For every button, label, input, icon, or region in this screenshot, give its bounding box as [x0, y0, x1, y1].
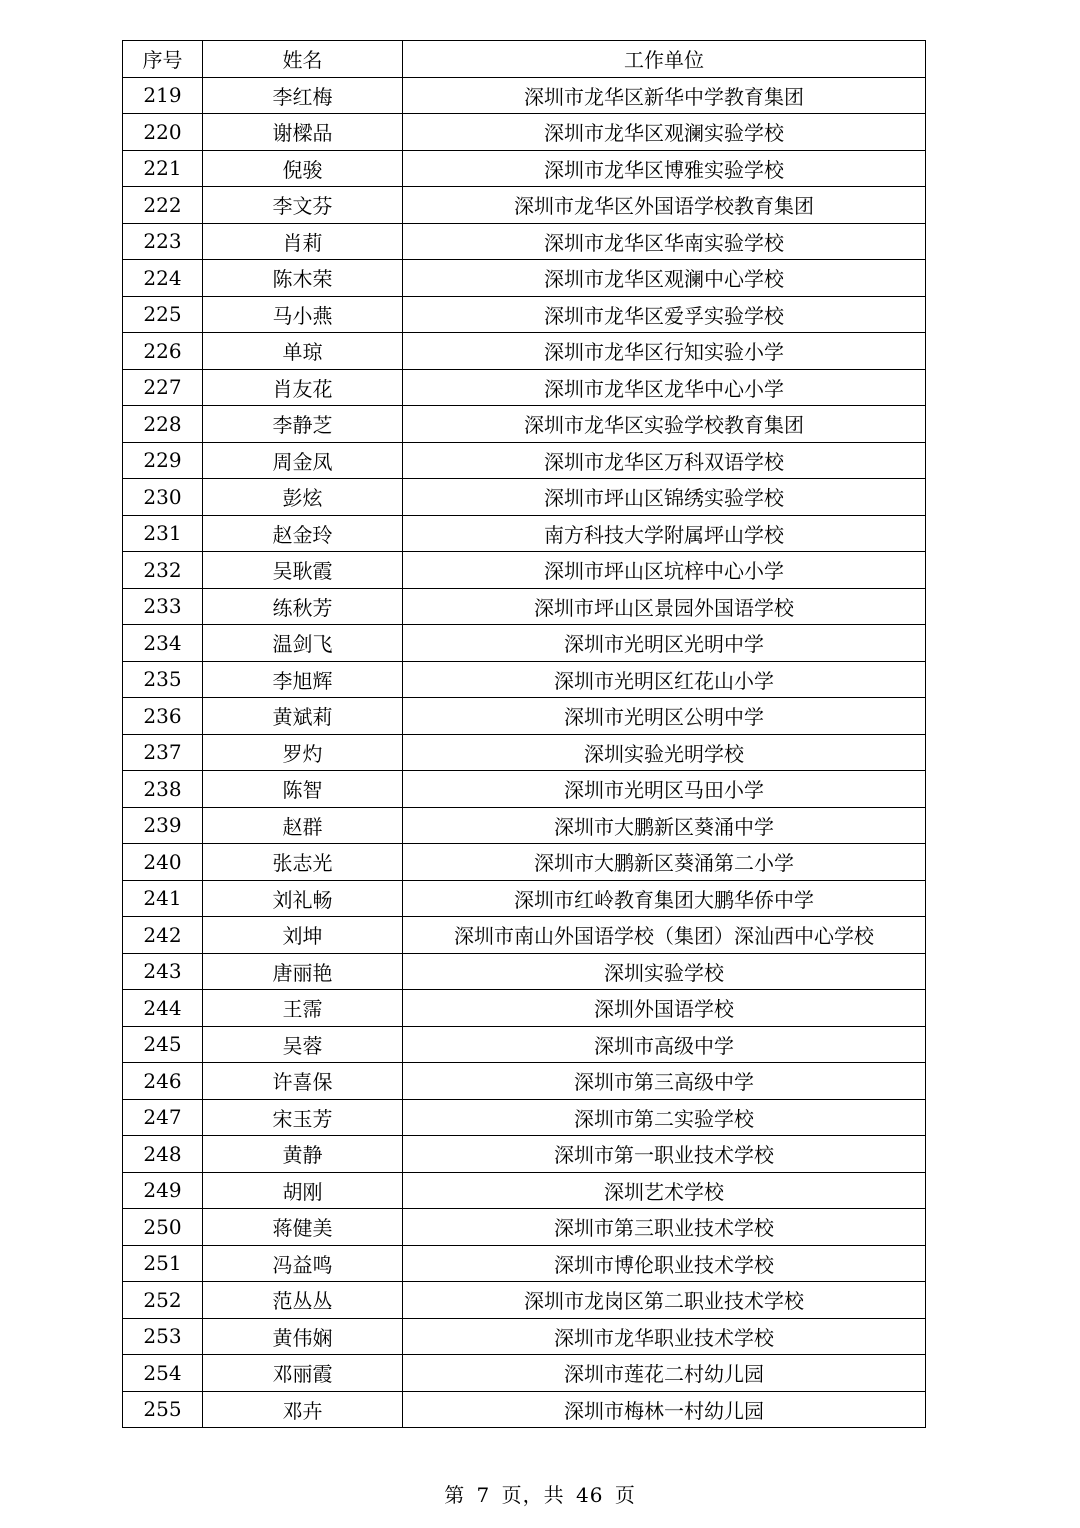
- cell-work-unit: 深圳市龙华职业技术学校: [403, 1318, 926, 1355]
- cell-work-unit: 深圳市龙华区行知实验小学: [403, 333, 926, 370]
- cell-name: 胡刚: [203, 1172, 403, 1209]
- header-work-unit: 工作单位: [403, 41, 926, 78]
- table-row: [123, 807, 926, 844]
- cell-work-unit: 深圳市光明区马田小学: [403, 771, 926, 808]
- cell-serial-number: 246: [123, 1063, 203, 1100]
- cell-name: 吴耿霞: [203, 552, 403, 589]
- table-row: [123, 880, 926, 917]
- table-row: [123, 369, 926, 406]
- cell-name: 邓卉: [203, 1391, 403, 1428]
- cell-work-unit: 深圳艺术学校: [403, 1172, 926, 1209]
- cell-work-unit: 深圳市南山外国语学校（集团）深汕西中心学校: [403, 917, 926, 954]
- table-row: [123, 442, 926, 479]
- cell-name: 周金凤: [203, 442, 403, 479]
- table-row: [123, 953, 926, 990]
- cell-work-unit: 深圳市大鹏新区葵涌第二小学: [403, 844, 926, 881]
- cell-serial-number: 224: [123, 260, 203, 297]
- cell-serial-number: 247: [123, 1099, 203, 1136]
- cell-serial-number: 229: [123, 442, 203, 479]
- cell-name: 刘礼畅: [203, 880, 403, 917]
- cell-work-unit: 深圳市龙华区华南实验学校: [403, 223, 926, 260]
- cell-name: 马小燕: [203, 296, 403, 333]
- cell-name: 陈智: [203, 771, 403, 808]
- table-row: [123, 990, 926, 1027]
- table-row: [123, 1318, 926, 1355]
- cell-name: 宋玉芳: [203, 1099, 403, 1136]
- cell-name: 单琼: [203, 333, 403, 370]
- cell-work-unit: 深圳市龙华区观澜实验学校: [403, 114, 926, 151]
- cell-work-unit: 深圳市光明区光明中学: [403, 625, 926, 662]
- cell-name: 温剑飞: [203, 625, 403, 662]
- cell-serial-number: 225: [123, 296, 203, 333]
- cell-name: 肖莉: [203, 223, 403, 260]
- cell-name: 吴蓉: [203, 1026, 403, 1063]
- cell-name: 王霈: [203, 990, 403, 1027]
- table-row: [123, 698, 926, 735]
- table-row: [123, 917, 926, 954]
- cell-work-unit: 深圳市光明区公明中学: [403, 698, 926, 735]
- cell-name: 练秋芳: [203, 588, 403, 625]
- cell-serial-number: 240: [123, 844, 203, 881]
- cell-serial-number: 219: [123, 77, 203, 114]
- table-row: [123, 1245, 926, 1282]
- header-name: 姓名: [203, 41, 403, 78]
- cell-name: 邓丽霞: [203, 1355, 403, 1392]
- cell-work-unit: 南方科技大学附属坪山学校: [403, 515, 926, 552]
- cell-work-unit: 深圳市龙华区实验学校教育集团: [403, 406, 926, 443]
- cell-serial-number: 254: [123, 1355, 203, 1392]
- cell-serial-number: 242: [123, 917, 203, 954]
- cell-serial-number: 236: [123, 698, 203, 735]
- cell-serial-number: 241: [123, 880, 203, 917]
- cell-work-unit: 深圳市坪山区景园外国语学校: [403, 588, 926, 625]
- cell-serial-number: 232: [123, 552, 203, 589]
- cell-serial-number: 234: [123, 625, 203, 662]
- cell-name: 陈木荣: [203, 260, 403, 297]
- table-row: [123, 515, 926, 552]
- cell-name: 肖友花: [203, 369, 403, 406]
- cell-name: 李红梅: [203, 77, 403, 114]
- cell-work-unit: 深圳市第三职业技术学校: [403, 1209, 926, 1246]
- table-row: [123, 625, 926, 662]
- cell-work-unit: 深圳市第二实验学校: [403, 1099, 926, 1136]
- cell-work-unit: 深圳市博伦职业技术学校: [403, 1245, 926, 1282]
- table-row: [123, 1172, 926, 1209]
- cell-name: 赵群: [203, 807, 403, 844]
- cell-name: 李旭辉: [203, 661, 403, 698]
- cell-serial-number: 244: [123, 990, 203, 1027]
- table-row: [123, 734, 926, 771]
- table-row: [123, 1209, 926, 1246]
- cell-work-unit: 深圳市第一职业技术学校: [403, 1136, 926, 1173]
- cell-serial-number: 239: [123, 807, 203, 844]
- table-row: [123, 1136, 926, 1173]
- table-row: [123, 296, 926, 333]
- cell-serial-number: 223: [123, 223, 203, 260]
- cell-work-unit: 深圳市大鹏新区葵涌中学: [403, 807, 926, 844]
- cell-work-unit: 深圳市龙岗区第二职业技术学校: [403, 1282, 926, 1319]
- cell-name: 李静芝: [203, 406, 403, 443]
- cell-name: 李文芬: [203, 187, 403, 224]
- cell-work-unit: 深圳市高级中学: [403, 1026, 926, 1063]
- roster-table: [122, 40, 926, 1428]
- table-row: [123, 1391, 926, 1428]
- cell-name: 刘坤: [203, 917, 403, 954]
- cell-serial-number: 237: [123, 734, 203, 771]
- cell-work-unit: 深圳市坪山区锦绣实验学校: [403, 479, 926, 516]
- cell-serial-number: 227: [123, 369, 203, 406]
- header-serial-number: 序号: [123, 41, 203, 78]
- footer-total-pages: 46: [576, 1483, 604, 1507]
- cell-serial-number: 255: [123, 1391, 203, 1428]
- cell-serial-number: 238: [123, 771, 203, 808]
- footer-suffix: 页: [614, 1483, 636, 1507]
- table-row: [123, 1355, 926, 1392]
- table-row: [123, 771, 926, 808]
- cell-name: 范丛丛: [203, 1282, 403, 1319]
- table-row: [123, 187, 926, 224]
- table-row: [123, 223, 926, 260]
- table-row: [123, 77, 926, 114]
- cell-serial-number: 252: [123, 1282, 203, 1319]
- cell-serial-number: 228: [123, 406, 203, 443]
- cell-serial-number: 251: [123, 1245, 203, 1282]
- cell-work-unit: 深圳市龙华区龙华中心小学: [403, 369, 926, 406]
- footer-page-number: 7: [476, 1483, 491, 1507]
- header-row: [123, 41, 926, 78]
- cell-work-unit: 深圳实验学校: [403, 953, 926, 990]
- cell-serial-number: 233: [123, 588, 203, 625]
- table-row: [123, 661, 926, 698]
- cell-work-unit: 深圳市第三高级中学: [403, 1063, 926, 1100]
- cell-name: 冯益鸣: [203, 1245, 403, 1282]
- cell-name: 黄斌莉: [203, 698, 403, 735]
- cell-serial-number: 230: [123, 479, 203, 516]
- cell-serial-number: 231: [123, 515, 203, 552]
- table-row: [123, 1026, 926, 1063]
- cell-serial-number: 235: [123, 661, 203, 698]
- cell-work-unit: 深圳市龙华区万科双语学校: [403, 442, 926, 479]
- cell-work-unit: 深圳市梅林一村幼儿园: [403, 1391, 926, 1428]
- cell-work-unit: 深圳市龙华区外国语学校教育集团: [403, 187, 926, 224]
- cell-work-unit: 深圳市龙华区爱孚实验学校: [403, 296, 926, 333]
- table-row: [123, 1282, 926, 1319]
- cell-name: 谢樑品: [203, 114, 403, 151]
- cell-serial-number: 245: [123, 1026, 203, 1063]
- cell-name: 黄伟娴: [203, 1318, 403, 1355]
- table-row: [123, 260, 926, 297]
- cell-work-unit: 深圳外国语学校: [403, 990, 926, 1027]
- cell-work-unit: 深圳市莲花二村幼儿园: [403, 1355, 926, 1392]
- table-row: [123, 333, 926, 370]
- table-row: [123, 150, 926, 187]
- cell-work-unit: 深圳市龙华区新华中学教育集团: [403, 77, 926, 114]
- cell-serial-number: 222: [123, 187, 203, 224]
- cell-name: 张志光: [203, 844, 403, 881]
- cell-name: 倪骏: [203, 150, 403, 187]
- page-footer: [0, 1479, 1080, 1508]
- cell-name: 彭炫: [203, 479, 403, 516]
- table-row: [123, 114, 926, 151]
- table-row: [123, 1063, 926, 1100]
- table-row: [123, 588, 926, 625]
- cell-name: 赵金玲: [203, 515, 403, 552]
- cell-name: 许喜保: [203, 1063, 403, 1100]
- table-row: [123, 406, 926, 443]
- cell-work-unit: 深圳市坪山区坑梓中心小学: [403, 552, 926, 589]
- cell-name: 黄静: [203, 1136, 403, 1173]
- table-row: [123, 479, 926, 516]
- cell-name: 罗灼: [203, 734, 403, 771]
- cell-name: 唐丽艳: [203, 953, 403, 990]
- table-row: [123, 552, 926, 589]
- table-row: [123, 1099, 926, 1136]
- footer-prefix: 第: [444, 1483, 466, 1507]
- cell-serial-number: 248: [123, 1136, 203, 1173]
- cell-serial-number: 250: [123, 1209, 203, 1246]
- cell-name: 蒋健美: [203, 1209, 403, 1246]
- cell-serial-number: 221: [123, 150, 203, 187]
- cell-work-unit: 深圳市光明区红花山小学: [403, 661, 926, 698]
- footer-middle: 页，共: [501, 1483, 565, 1507]
- cell-serial-number: 220: [123, 114, 203, 151]
- cell-serial-number: 253: [123, 1318, 203, 1355]
- cell-serial-number: 243: [123, 953, 203, 990]
- cell-work-unit: 深圳市红岭教育集团大鹏华侨中学: [403, 880, 926, 917]
- cell-serial-number: 249: [123, 1172, 203, 1209]
- cell-serial-number: 226: [123, 333, 203, 370]
- roster-body: [123, 77, 926, 1428]
- table-row: [123, 844, 926, 881]
- cell-work-unit: 深圳市龙华区观澜中心学校: [403, 260, 926, 297]
- cell-work-unit: 深圳实验光明学校: [403, 734, 926, 771]
- cell-work-unit: 深圳市龙华区博雅实验学校: [403, 150, 926, 187]
